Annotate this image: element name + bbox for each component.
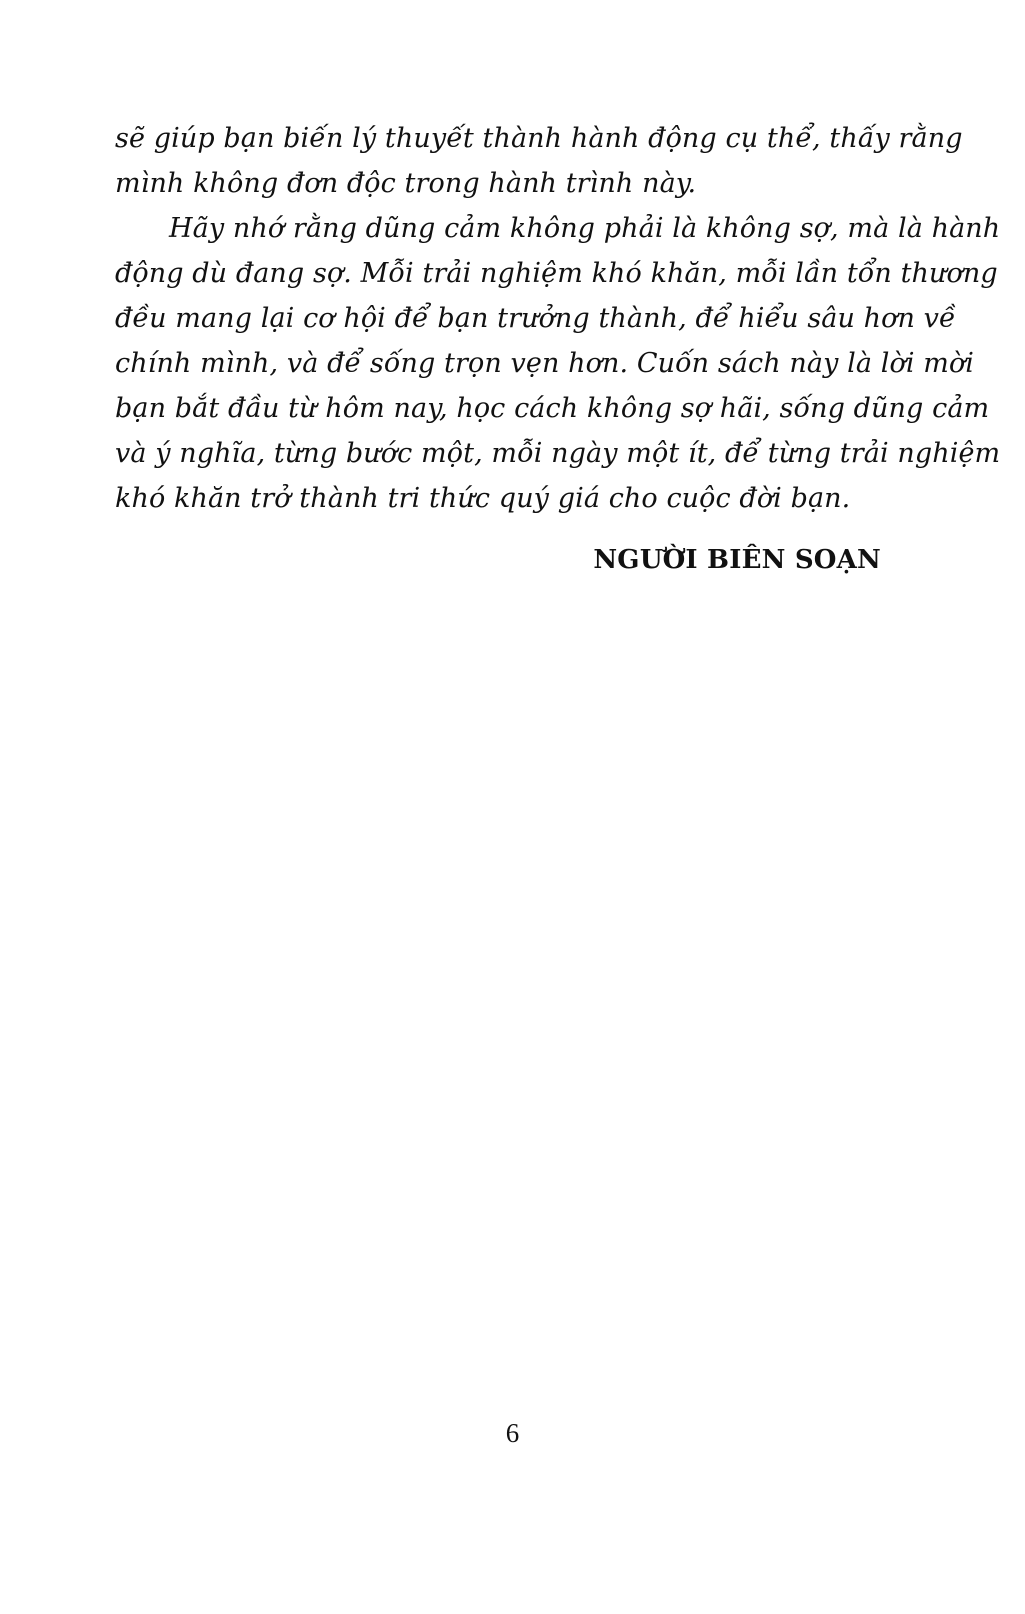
paragraph-2-line-4: chính mình, và để sống trọn vẹn hơn. Cuốn sách này là lời mời	[115, 348, 975, 379]
paragraph-1	[115, 116, 963, 206]
paragraph-2-line-3: đều mang lại cơ hội để bạn trưởng thành, để hiểu sâu hơn về	[115, 303, 956, 334]
paragraph-2-line-2: động dù đang sợ. Mỗi trải nghiệm khó khăn, mỗi lần tổn thương	[115, 258, 998, 289]
paragraph-2-line-1: Hãy nhớ rằng dũng cảm không phải là không sợ, mà là hành	[169, 213, 1001, 244]
paragraph-1-line-1: sẽ giúp bạn biến lý thuyết thành hành động cụ thể, thấy rằng	[115, 123, 963, 154]
author-signature: NGƯỜI BIÊN SOẠN	[593, 545, 881, 575]
page-number: 6	[505, 1418, 520, 1448]
paragraph-2	[115, 206, 1001, 521]
paragraph-1-line-2: mình không đơn độc trong hành trình này.	[115, 168, 697, 199]
paragraph-2-line-6: và ý nghĩa, từng bước một, mỗi ngày một ít, để từng trải nghiệm	[115, 438, 1001, 469]
body-text	[115, 116, 1001, 521]
paragraph-2-line-5: bạn bắt đầu từ hôm nay, học cách không sợ hãi, sống dũng cảm	[115, 393, 990, 424]
paragraph-2-line-7: khó khăn trở thành tri thức quý giá cho cuộc đời bạn.	[115, 483, 851, 514]
